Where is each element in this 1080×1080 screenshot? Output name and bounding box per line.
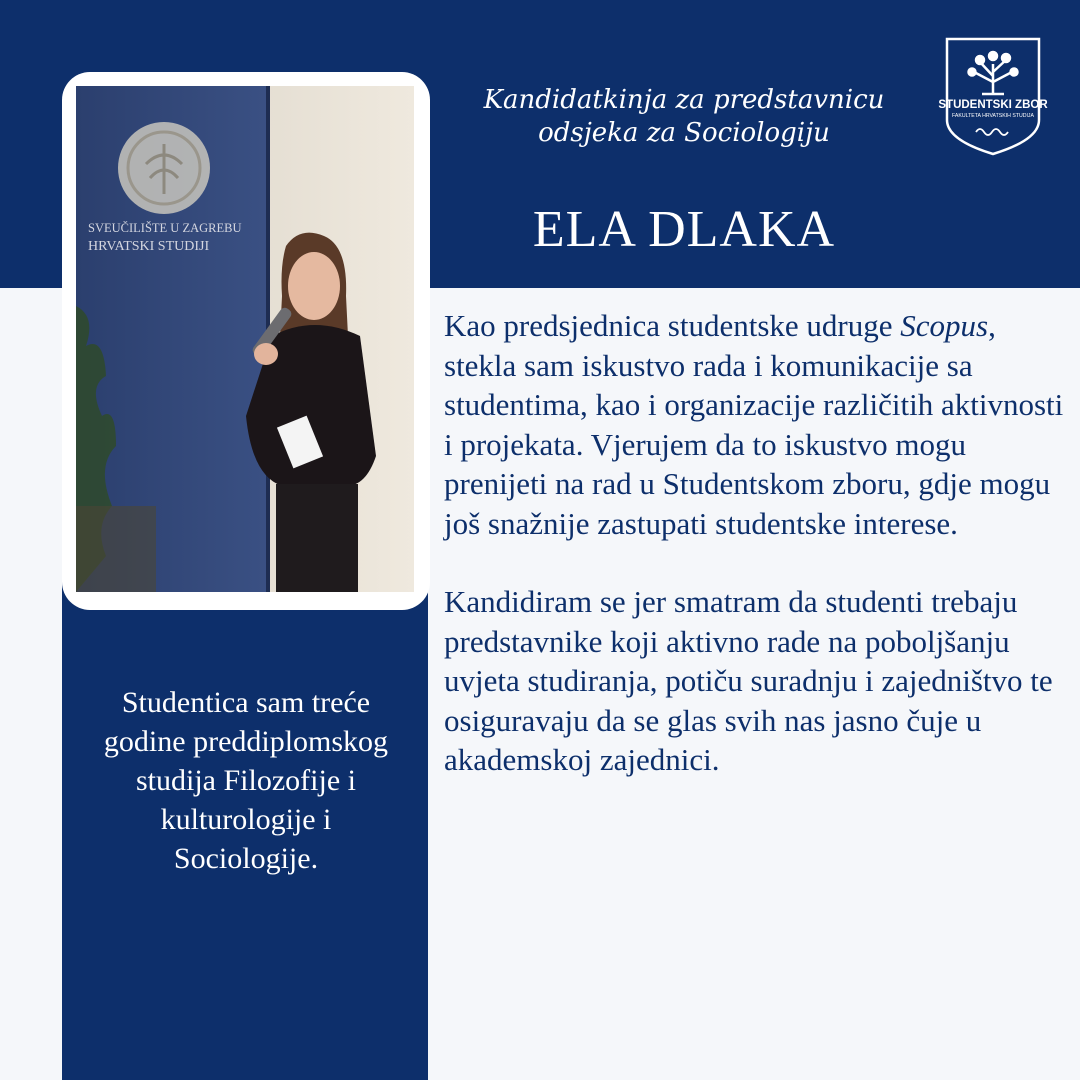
face: [288, 252, 340, 320]
ornament-icon: [976, 129, 1008, 135]
logo-subtitle: FAKULTETA HRVATSKIH STUDIJA: [952, 113, 1034, 119]
candidate-subtitle: [436, 84, 932, 150]
banner-line-2: HRVATSKI STUDIJI: [88, 239, 210, 254]
candidate-photo: [76, 86, 414, 592]
statement-paragraph-1: [444, 306, 1064, 543]
statement-paragraph-2: Kandidiram se jer smatram da studenti trebaju predstavnike koji aktivno rade na poboljšanju uvjeta studiranja, potiču suradnju i zajedništvo te osiguravaju da se glas svih nas jasno čuje u akademskoj zajednici.: [444, 584, 1053, 777]
candidate-name: ELA DLAKA: [532, 201, 836, 258]
bio-text: Studentica sam treće godine preddiplomskog studija Filozofije i kulturologije i Sociologije.: [103, 686, 389, 875]
tree-emblem-icon: [969, 52, 1018, 94]
organization-name: Scopus: [900, 308, 989, 343]
p1-end: , stekla sam iskustvo rada i komunikacije sa studentima, kao i organizacije različitih aktivnosti i projekata. Vjerujem da to iskustvo mogu prenijeti na rad u Studentskom zboru, gdje mogu još snažnije zastupati studentske interese.: [444, 308, 1064, 541]
subtitle-line-2: odsjeka za Sociologiju: [538, 118, 830, 148]
logo-title: STUDENTSKI ZBOR: [938, 99, 1048, 111]
statement-text: [444, 306, 1064, 780]
subtitle-line-1: Kandidatkinja za predstavnicu: [483, 85, 885, 115]
p1-start: Kao predsjednica studentske udruge: [444, 308, 901, 343]
studentski-zbor-logo: [938, 36, 1048, 158]
banner-line-1: SVEUČILIŠTE U ZAGREBU: [88, 221, 242, 235]
